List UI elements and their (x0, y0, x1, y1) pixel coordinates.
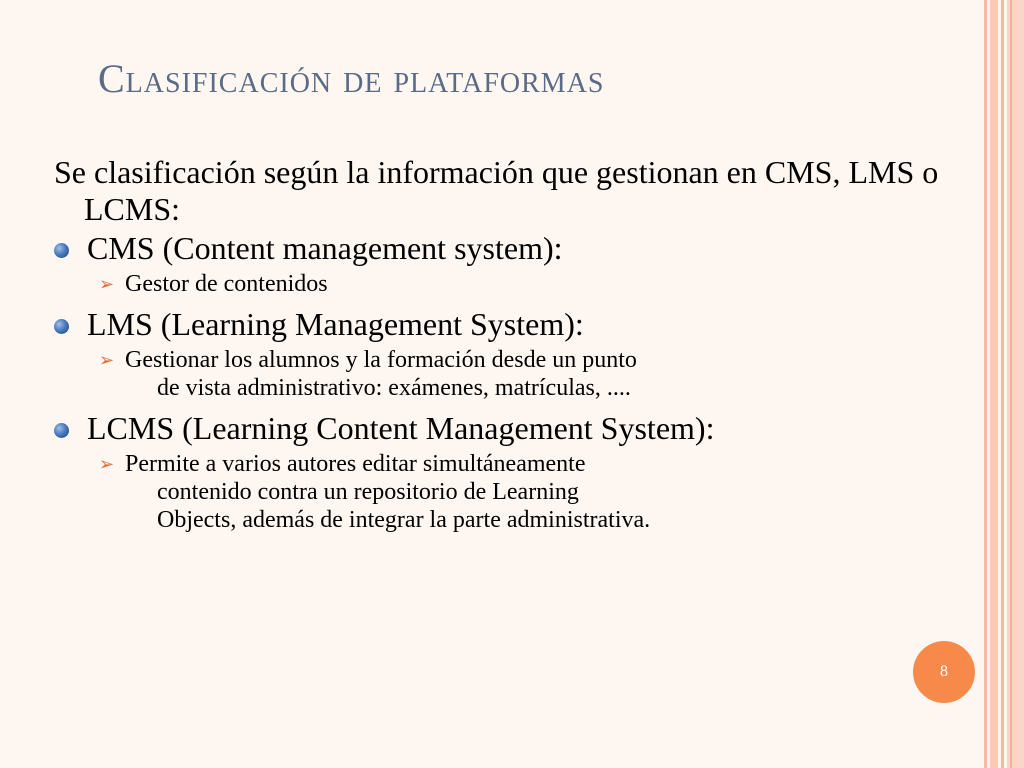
blue-sphere-bullet-icon (54, 243, 69, 258)
slide-title: Clasificación de plataformas (98, 56, 605, 101)
arrowhead-bullet-icon: ➢ (99, 350, 115, 371)
page-number-badge (913, 641, 975, 703)
sub-item-text: Permite a varios autores editar simultáneamente (125, 451, 586, 477)
list-item-lcms (54, 410, 974, 447)
slide-content (54, 154, 974, 542)
sub-item (99, 450, 974, 534)
sub-item-text-continued: contenido contra un repositorio de Learning (157, 479, 579, 505)
sub-item (99, 270, 974, 298)
sub-item-text: Gestor de contenidos (125, 271, 328, 297)
decorative-stripe (1010, 0, 1012, 768)
list-item-label: LMS (Learning Management System): (87, 306, 584, 342)
arrowhead-bullet-icon: ➢ (99, 274, 115, 295)
sub-item-text: Gestionar los alumnos y la formación desde un punto (125, 347, 637, 373)
arrowhead-bullet-icon: ➢ (99, 454, 115, 475)
page-number: 8 (940, 663, 948, 680)
list-item-label: CMS (Content management system): (87, 230, 563, 266)
blue-sphere-bullet-icon (54, 319, 69, 334)
decorative-stripe (1001, 0, 1004, 768)
decorative-stripe (984, 0, 987, 768)
sub-item (99, 346, 974, 402)
list-item-cms (54, 230, 974, 267)
list-item-label: LCMS (Learning Content Management System): (87, 410, 715, 446)
sub-item-text-continued: de vista administrativo: exámenes, matrículas, .... (157, 375, 631, 401)
list-item-lms (54, 306, 974, 343)
intro-paragraph: Se clasificación según la información que gestionan en CMS, LMS o LCMS: (54, 154, 939, 227)
decorative-stripe (990, 0, 998, 768)
sub-item-text-continued: Objects, además de integrar la parte administrativa. (157, 507, 651, 533)
blue-sphere-bullet-icon (54, 423, 69, 438)
